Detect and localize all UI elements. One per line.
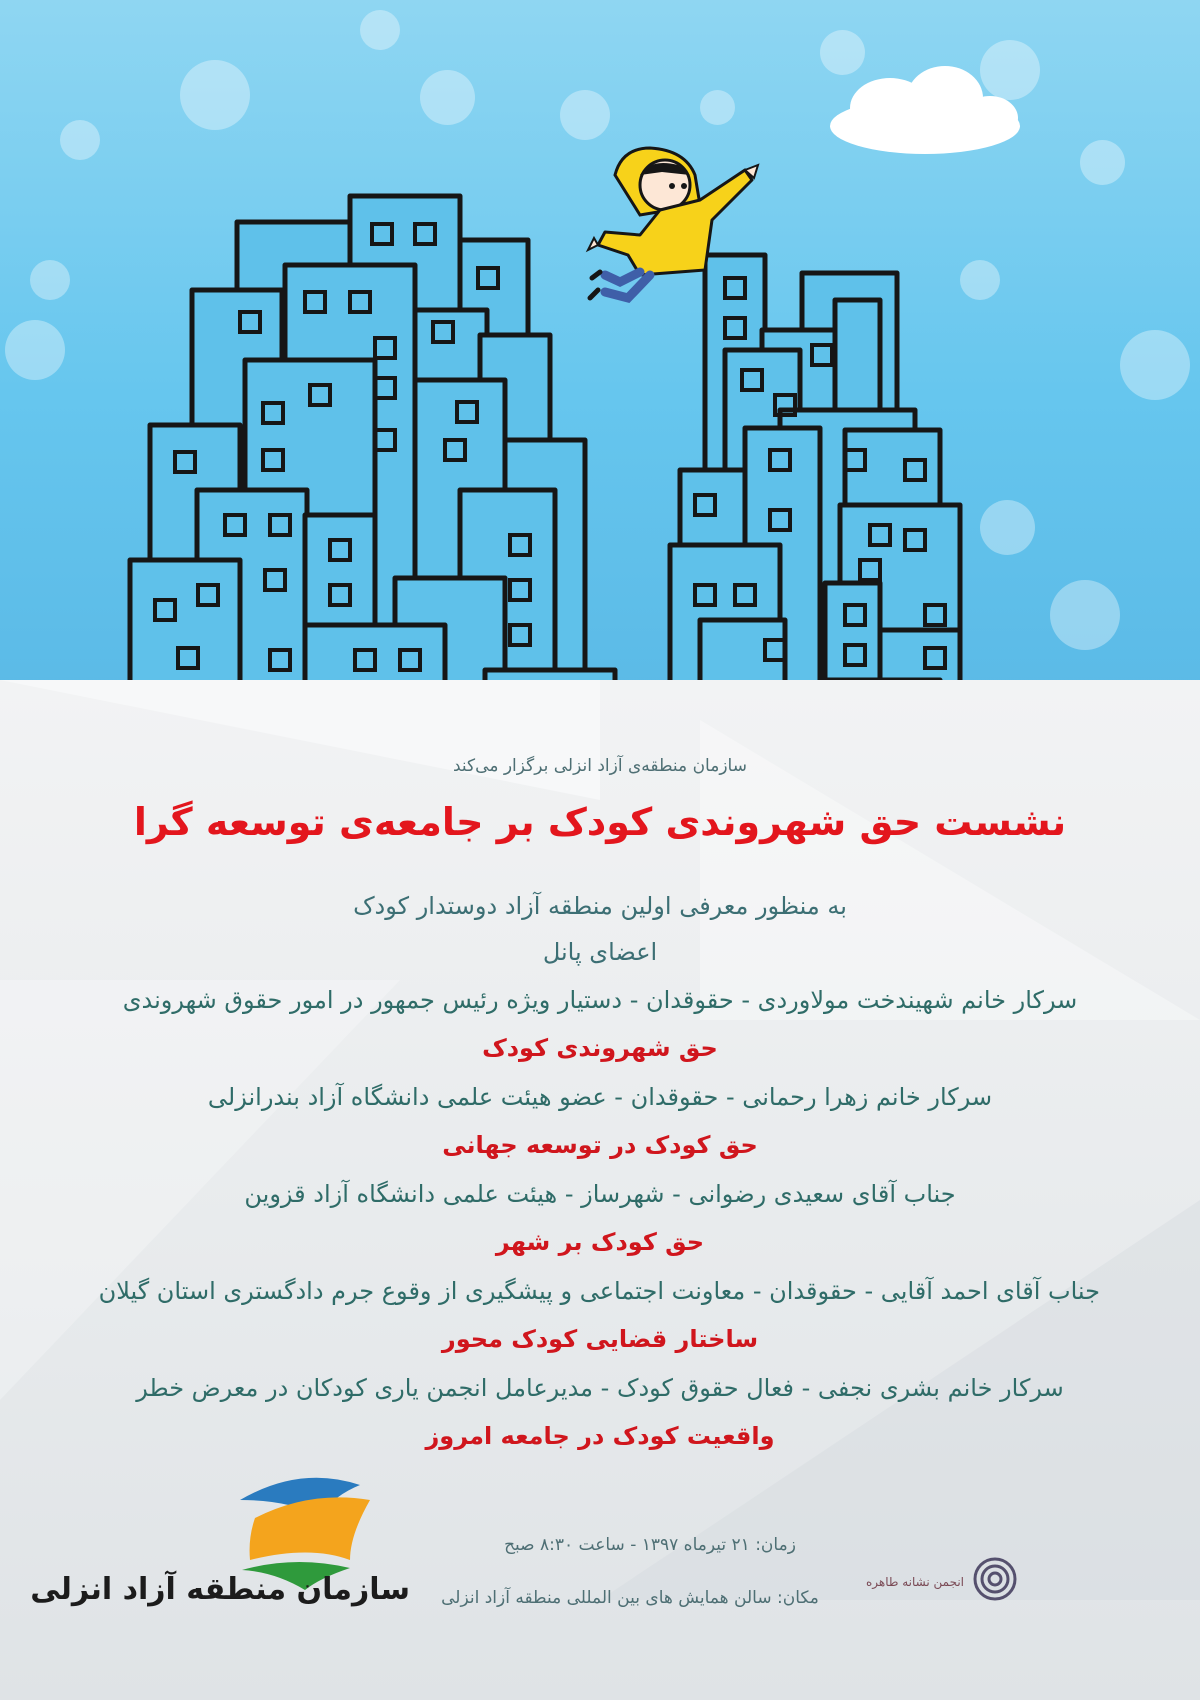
topic-2: حق کودک در توسعه جهانی	[442, 1131, 758, 1159]
presenter-line: سازمان منطقه‌ی آزاد انزلی برگزار می‌کند	[453, 756, 747, 776]
topic-4: ساختار قضایی کودک محور	[441, 1325, 759, 1353]
partner-name: انجمن نشانه طاهره	[865, 1575, 965, 1589]
speaker-2: سرکار خانم زهرا رحمانی - حقوقدان - عضو هیئت علمی دانشگاه آزاد بندرانزلی	[207, 1083, 993, 1111]
event-title: نشست حق شهروندی کودک بر جامعه‌ی توسعه گرا	[133, 800, 1067, 844]
speaker-3: جناب آقای سعیدی رضوانی - شهرساز - هیئت علمی دانشگاه آزاد قزوین	[244, 1180, 956, 1208]
cloud-icon	[830, 66, 1020, 154]
event-time: زمان: ۲۱ تیرماه ۱۳۹۷ - ساعت ۸:۳۰ صبح	[504, 1535, 796, 1555]
cityscape-illustration	[0, 0, 1200, 720]
topic-5: واقعیت کودک در جامعه امروز	[425, 1422, 775, 1450]
speaker-1: سرکار خانم شهیندخت مولاوردی - حقوقدان - دستیار ویژه رئیس جمهور در امور حقوق شهروندی	[122, 986, 1078, 1014]
intro-text: به منظور معرفی اولین منطقه آزاد دوستدار کودک	[353, 892, 847, 920]
speaker-4: جناب آقای احمد آقایی - حقوقدان - معاونت اجتماعی و پیشگیری از وقوع جرم دادگستری استان گیلان	[98, 1277, 1100, 1305]
left-buildings	[130, 196, 615, 720]
speaker-5: سرکار خانم بشری نجفی - فعال حقوق کودک - مدیرعامل انجمن یاری کودکان در معرض خطر	[136, 1374, 1064, 1402]
topic-1: حق شهروندی کودک	[482, 1034, 718, 1062]
event-venue: مکان: سالن همایش های بین المللی منطقه آزاد انزلی	[441, 1588, 819, 1608]
right-buildings	[670, 255, 960, 720]
org-name: سازمان منطقه آزاد انزلی	[30, 1572, 410, 1607]
spiral-logo-icon	[972, 1556, 1018, 1602]
panel-heading: اعضای پانل	[542, 938, 658, 966]
topic-3: حق کودک بر شهر	[495, 1228, 705, 1256]
